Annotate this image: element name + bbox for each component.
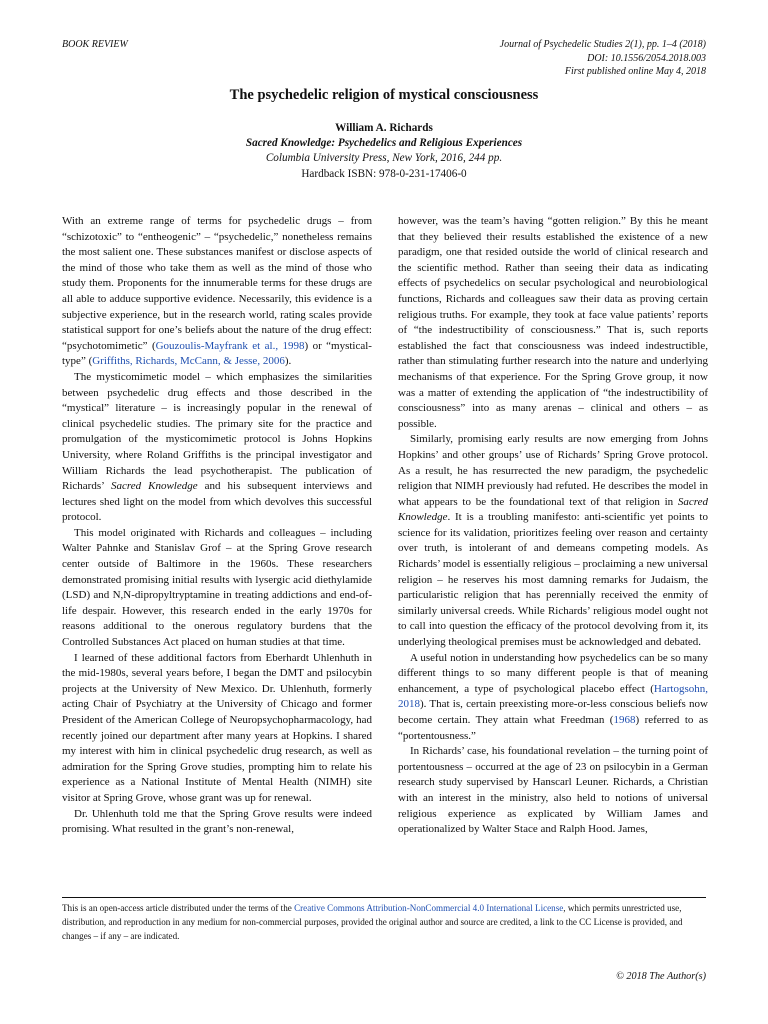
publication-date: First published online May 4, 2018 — [564, 66, 706, 77]
paragraph-1: With an extreme range of terms for psychedelic drugs – from “schizotoxic” to “entheogenic” – “psychedelic,” nonetheless remains the most salient one. These substances manifest or disclose aspects of the mind of those who take them as well as the mind of those who study them. Proponents for the innumerable terms for these drugs are all able to adduce supportive evidence. Necessarily, this evidence is a subjective experience, but in the research world, rating scales provide statistical support for one’s beliefs about the nature of the drug effect: “psychotomimetic” (Gouzoulis-Mayfrank et al., 1998) or “mystical-type” (Griffiths, Richards, McCann, & Jesse, 2006). — [62, 215, 372, 368]
paragraph-6: however, was the team’s having “gotten religion.” By this he meant that they believed their results established the existence of a new paradigm, one that resided outside the world of clinical research and the scientific method. Rather than seeing their data as indicating effects of psychedelics on secular psychological and neurobiological functions, Richards and colleagues saw their data as proving certain religious truths. For example, they took at face value patients’ reports of “the indestructibility of consciousness.” That is, such reports established the fact that consciousness was indeed indestructible, rather than stimulating further research into the nature and underlying mechanisms of that experience. For the Spring Grove group, it now was a matter of extending the application of “the indestructibility of consciousness” into as many arenas – clinical and others – as possible. — [398, 215, 708, 430]
paragraph-9: In Richards’ case, his foundational revelation – the turning point of portentousness – occurred at the age of 23 on psilocybin in a German research study supervised by Hanscarl Leuner. Richards, a Christian with an interest in the ministry, also held to notions of universal religious experience as explicated by William James and operationalized by Walter Stace and Ralph Hood. James, — [398, 745, 708, 836]
paragraph-2: The mysticomimetic model – which emphasizes the similarities between psychedelic drug effects and those described in the “mystical” literature – is increasingly popular in the renewal of clinical psychedelic studies. The primary site for the practice and promulgation of the mysticomimetic protocol is Johns Hopkins University, where Roland Griffiths is the principal investigator and William Richards the lead psychotherapist. The publication of Richards’ Sacred Knowledge and his subsequent interviews and lectures shed light on the model from which devolves this successful protocol. — [62, 370, 372, 524]
book-title: Sacred Knowledge: Psychedelics and Religious Experiences — [245, 137, 523, 150]
citation-link[interactable]: Gouzoulis-Mayfrank et al., 1998 — [155, 339, 305, 352]
journal-citation: Journal of Psychedelic Studies 2(1), pp. 1–4 (2018) — [499, 39, 706, 50]
book-author: William A. Richards — [335, 122, 433, 134]
book-isbn: Hardback ISBN: 978-0-231-17406-0 — [301, 167, 467, 180]
paragraph-3: This model originated with Richards and colleagues – including Walter Pahnke and Stanislav Grof – at the Spring Grove research center outside of Baltimore in the 1960s. These researchers demonstrated promising initial results with lysergic acid diethylamide (LSD) and N,N-dipropyltryptamine in treating addictions and end-of-life despair. However, this research ended in the early 1970s for reasons additional to the onerous regulatory burdens that the Controlled Substances Act placed on human studies at that time. — [62, 526, 372, 649]
license-footnote: This is an open-access article distributed under the terms of the Creative Commons Attribution-NonCommercial 4.0 International License, which permits unrestricted use, distribution, and reproduction in any medium for non-commercial purposes, provided the original author and source are credited, a link to the CC License is provided, and changes – if any – are indicated. — [62, 897, 706, 943]
left-column — [62, 214, 372, 838]
paragraph-8: A useful notion in understanding how psychedelics can be so many different things to so many different people is that of meaning enhancement, a type of psychological placebo effect (Hartogsohn, 2018). That is, certain preexisting more-or-less conscious beliefs now become certain. They attain what Freedman (1968) referred to as “portentousness.” — [398, 651, 708, 742]
license-link[interactable]: Creative Commons Attribution-NonCommercial 4.0 International License — [294, 903, 564, 913]
citation-link[interactable]: Hartogsohn, 2018 — [398, 682, 708, 711]
paragraph-4: I learned of these additional factors from Eberhardt Uhlenhuth in the mid-1980s, several years before, I began the DMT and psilocybin projects at the University of New Mexico. Dr. Uhlenhuth, formerly acting Chair of Psychiatry at the University of Chicago and former President of the American College of Neuropsychopharmacology, had recently joined our department after many years at Hopkins. I shared my interest with him in clinical psychedelic drug research, as well as admiration for the Spring Grove studies, prompting him to relate his experience as a National Institute of Mental Health (NIMH) site visitor at Spring Grove, whose grant was up for renewal. — [62, 651, 372, 804]
article-title: The psychedelic religion of mystical consciousness — [229, 87, 539, 103]
book-details — [0, 121, 768, 182]
citation-link[interactable]: Griffiths, Richards, McCann, & Jesse, 2006 — [92, 355, 285, 368]
book-publisher: Columbia University Press, New York, 2016, 244 pp. — [265, 152, 503, 165]
journal-header — [500, 38, 706, 79]
citation-link[interactable]: 1968 — [613, 714, 636, 726]
paragraph-5: Dr. Uhlenhuth told me that the Spring Grove results were indeed promising. What resulted in the grant’s non-renewal, — [62, 807, 372, 836]
doi-line: DOI: 10.1556/2054.2018.003 — [587, 52, 706, 64]
paragraph-7: Similarly, promising early results are now emerging from Johns Hopkins’ and other groups’ use of Richards’ Spring Grove protocol. As a result, he has resurrected the new paradigm, the psychedelic religion that NIMH previously had refuted. He describes the model in what appears to be the foundational text of that religion in Sacred Knowledge. It is a troubling manifesto: anti-scientific yet points to science for its validation, prioritizes feeling over reason and certainty over truth, is intolerant of and demeans competing models. As Richards’ model is essentially religious – proclaiming a new universal religion – he reserves his most damning remarks for Judaism, the particularistic religion that has perennially received the enmity of similarly universal creeds. While Richards’ religious model ought not to call into question the efficacy of the protocol devolving from it, its underlying theological premises must be acknowledged and debated. — [398, 433, 708, 649]
right-column — [398, 214, 708, 838]
section-label: BOOK REVIEW — [62, 39, 128, 50]
copyright-notice: © 2018 The Author(s) — [616, 971, 706, 982]
